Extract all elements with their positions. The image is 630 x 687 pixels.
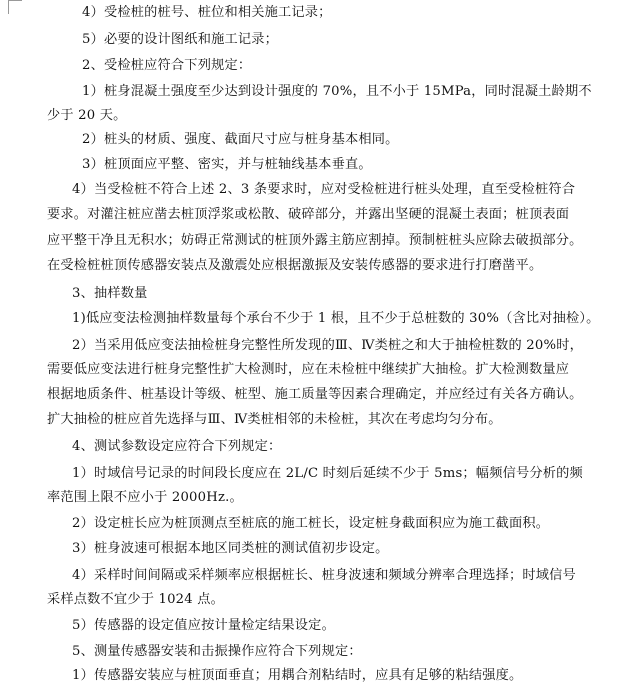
text-line: 2）当采用低应变法抽检桩身完整性所发现的Ⅲ、Ⅳ类桩之和大于抽检桩数的 20%时，	[72, 338, 583, 353]
text-line: 5）传感器的设定值应按计量检定结果设定。	[72, 618, 335, 633]
text-line: 在受检桩桩顶传感器安装点及激震处应根据激振及安装传感器的要求进行打磨凿平。	[47, 258, 543, 273]
text-line: 要求。对灌注桩应凿去桩顶浮浆或松散、破碎部分，并露出坚硬的混凝土表面；桩顶表面	[47, 207, 570, 222]
text-line: 需要低应变法进行桩身完整性扩大检测时，应在未检桩中继续扩大抽检。扩大检测数量应	[47, 362, 570, 377]
text-line: 应平整干净且无积水；妨碍正常测试的桩顶外露主筋应割掉。预制桩桩头应除去破损部分。	[47, 233, 583, 248]
text-line: 2）桩头的材质、强度、截面尺寸应与桩身基本相同。	[82, 132, 399, 147]
text-line: 4）采样时间间隔或采样频率应根据桩长、桩身波速和频域分辨率合理选择；时域信号	[72, 568, 576, 583]
text-line: 少于 20 天。	[47, 108, 127, 123]
text-line: 1）传感器安装应与桩顶面垂直；用耦合剂粘结时，应具有足够的粘结强度。	[72, 668, 523, 683]
text-line: 率范围上限不应小于 2000Hz.。	[47, 490, 243, 505]
text-line: 4）当受检桩不符合上述 2、3 条要求时，应对受检桩进行桩头处理，直至受检桩符合	[72, 182, 576, 197]
text-line: 采样点数不宜少于 1024 点。	[47, 592, 225, 607]
text-line: 4）受检桩的桩号、桩位和相关施工记录；	[82, 5, 332, 20]
text-line: 扩大抽检的桩应首先选择与Ⅲ、Ⅳ类桩相邻的未检桩，其次在考虑均匀分布。	[47, 412, 502, 427]
text-line: 2）设定桩长应为桩顶测点至桩底的施工桩长，设定桩身截面积应为施工截面积。	[72, 516, 550, 531]
margin-mark	[8, 0, 9, 14]
margin-mark	[8, 0, 22, 1]
text-line: 3）桩身波速可根据本地区同类桩的测试值初步设定。	[72, 541, 389, 556]
text-line: 3）桩顶面应平整、密实，并与桩轴线基本垂直。	[82, 157, 372, 172]
text-line: 5、测量传感器安装和击振操作应符合下列规定：	[72, 644, 362, 659]
text-line: 1）桩身混凝土强度至少达到设计强度的 70%，且不小于 15MPa，同时混凝土龄期不	[82, 84, 592, 99]
text-line: 1）时域信号记录的时间段长度应在 2L/C 时刻后延续不少于 5ms；幅频信号分析的频	[72, 466, 583, 481]
text-line: 1)低应变法检测抽样数量每个承台不少于 1 根，且不少于总桩数的 30%（含比对抽检）。	[72, 311, 600, 326]
text-line: 2、受检桩应符合下列规定：	[82, 58, 252, 73]
text-line: 4、测试参数设定应符合下列规定：	[72, 439, 282, 454]
text-line: 5）必要的设计图纸和施工记录；	[82, 32, 279, 47]
text-line: 根据地质条件、桩基设计等级、桩型、施工质量等因素合理确定，并应经过有关各方确认。	[47, 387, 583, 402]
text-line: 3、抽样数量	[72, 286, 148, 301]
